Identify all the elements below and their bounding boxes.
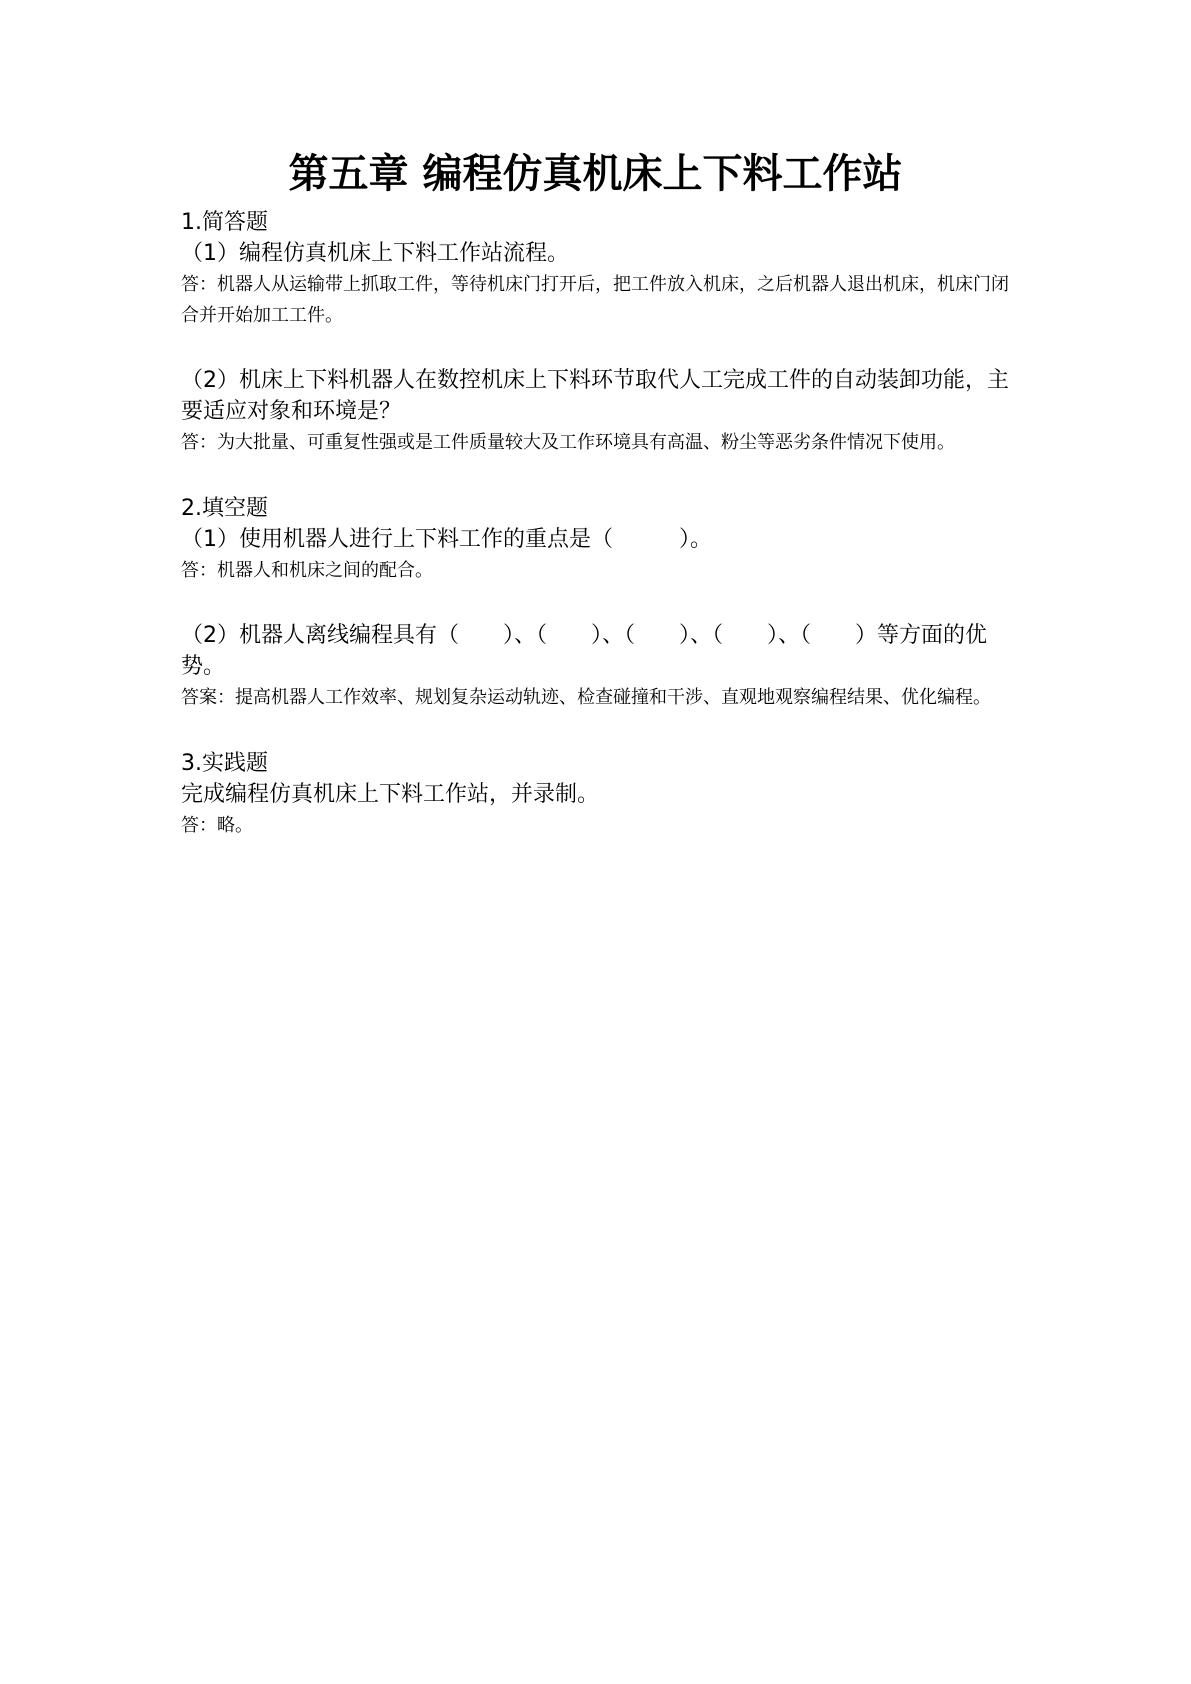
question-text: （2）机床上下料机器人在数控机床上下料环节取代人工完成工件的自动装卸功能，主要适应对象和环境是？ [181,368,1009,424]
page-title: 第五章 编程仿真机床上下料工作站 [288,151,903,197]
question-block [181,524,1021,586]
question-text: （1）编程仿真机床上下料工作站流程。 [181,241,569,266]
question-text: 完成编程仿真机床上下料工作站，并录制。 [181,782,600,807]
question-block [181,238,1021,331]
answer-text: 答：机器人和机床之间的配合。 [181,560,433,581]
section-heading: 1.简答题 [181,210,268,235]
question-text: （1）使用机器人进行上下料工作的重点是（ ）。 [181,527,712,552]
spacer [181,458,1021,494]
section-heading: 3.实践题 [181,751,268,776]
section-fill-in-blank [181,494,1021,713]
section-heading: 2.填空题 [181,496,268,521]
question-text: （2）机器人离线编程具有（ ）、（ ）、（ ）、（ ）、（ ）等方面的优势。 [181,623,988,679]
answer-text: 答案：提高机器人工作效率、规划复杂运动轨迹、检查碰撞和干涉、直观地观察编程结果、优化编程。 [181,687,991,708]
question-block [181,779,1021,841]
question-block [181,365,1021,458]
spacer [181,331,1021,365]
spacer [181,586,1021,620]
section-short-answer [181,208,1021,458]
answer-text: 答：为大批量、可重复性强或是工件质量较大及工作环境具有高温、粉尘等恶劣条件情况下使用。 [181,432,955,453]
answer-text: 答：机器人从运输带上抓取工件，等待机床门打开后，把工件放入机床，之后机器人退出机床，机床门闭合并开始加工工件。 [181,274,1009,326]
answer-text: 答：略。 [181,815,253,836]
question-block [181,620,1021,713]
document-body [181,208,1021,841]
section-practice [181,749,1021,841]
spacer [181,713,1021,749]
